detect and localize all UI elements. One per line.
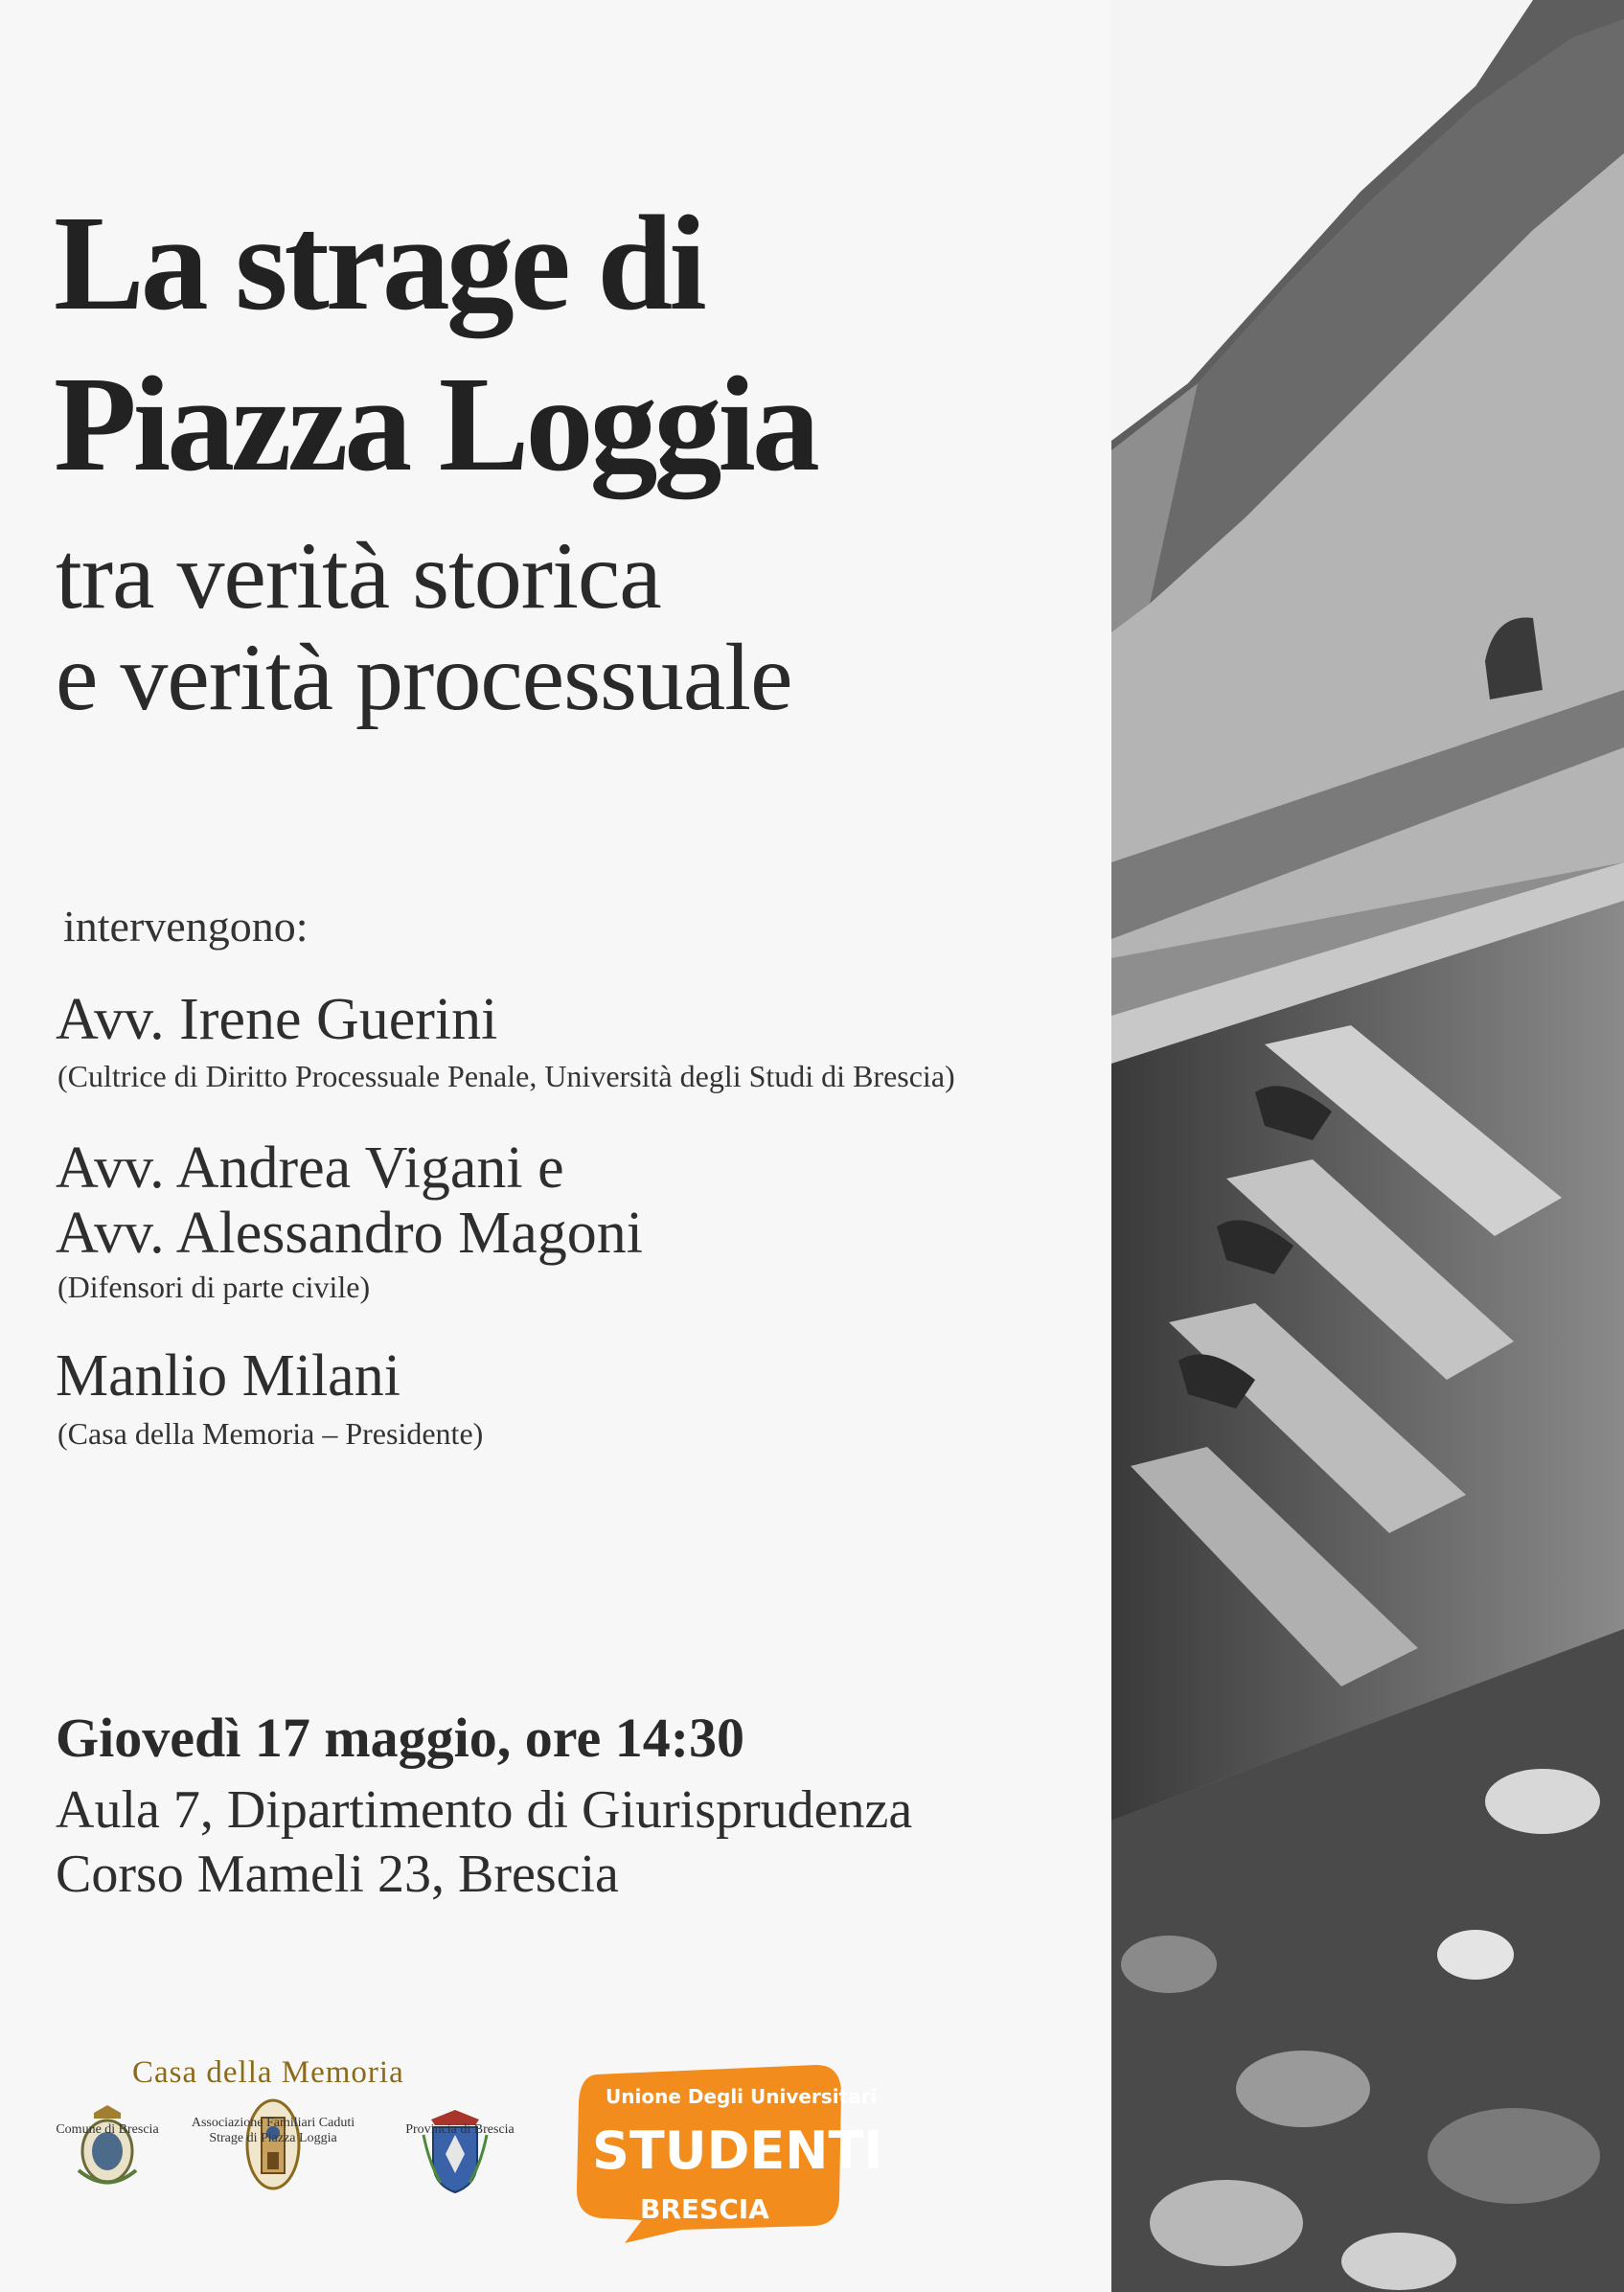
subtitle-line-1: tra verità storica <box>56 522 661 629</box>
speaker-role-vigani-magoni: (Difensori di parte civile) <box>57 1270 371 1304</box>
associazione-caption <box>172 2116 374 2146</box>
speech-bubble-icon <box>567 2055 883 2247</box>
poster-subtitle <box>56 522 792 730</box>
udu-main-text: STUDENTI <box>592 2120 883 2181</box>
sponsor-logos <box>0 2031 1111 2292</box>
event-address: Corso Mameli 23, Brescia <box>56 1845 619 1904</box>
provincia-crest-icon <box>422 2106 489 2194</box>
provincia-caption: Provincia di Brescia <box>405 2122 515 2137</box>
comune-crest-icon <box>73 2103 142 2191</box>
udu-top-text: Unione Degli Universitari <box>606 2085 878 2108</box>
poster-title <box>54 182 816 504</box>
speaker-name-magoni: Avv. Alessandro Magoni <box>56 1201 644 1266</box>
associazione-caption-line-1: Associazione Familiari Caduti <box>191 2116 355 2130</box>
event-venue: Aula 7, Dipartimento di Giurisprudenza <box>56 1780 913 1840</box>
piazza-loggia-photo <box>1111 0 1624 2292</box>
udu-city-text: BRESCIA <box>640 2193 769 2225</box>
speaker-name-guerini: Avv. Irene Guerini <box>56 987 498 1052</box>
speaker-name-milani: Manlio Milani <box>56 1343 400 1409</box>
casa-della-memoria-label: Casa della Memoria <box>132 2055 404 2090</box>
event-datetime: Giovedì 17 maggio, ore 14:30 <box>56 1707 745 1769</box>
speaker-role-milani: (Casa della Memoria – Presidente) <box>57 1416 484 1451</box>
title-line-1: La strage di <box>54 187 703 338</box>
comune-caption: Comune di Brescia <box>56 2122 159 2137</box>
associazione-caption-line-2: Strage di Piazza Loggia <box>209 2131 337 2145</box>
title-line-2: Piazza Loggia <box>54 348 816 499</box>
speaker-name-vigani: Avv. Andrea Vigani e <box>56 1135 564 1201</box>
speakers-intro: intervengono: <box>63 902 309 951</box>
speaker-name-vigani-magoni <box>56 1135 643 1266</box>
subtitle-line-2: e verità processuale <box>56 624 792 730</box>
speaker-role-guerini: (Cultrice di Diritto Processuale Penale, Università degli Studi di Brescia) <box>57 1059 955 1093</box>
